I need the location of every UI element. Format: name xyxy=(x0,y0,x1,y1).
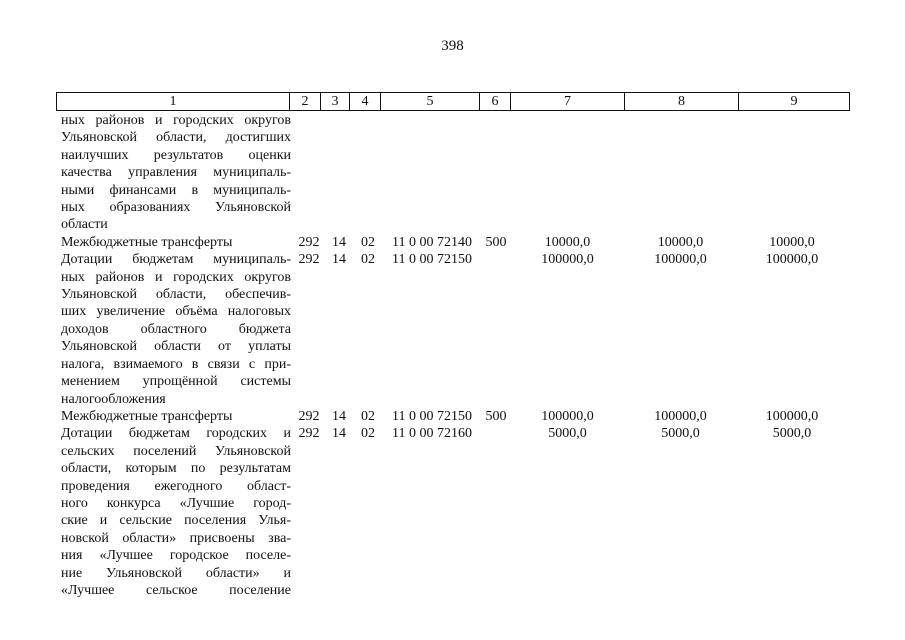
cell-col-3: 14 xyxy=(332,252,346,268)
cell-col-7: 100000,0 xyxy=(541,408,594,424)
cell-col-7 xyxy=(511,112,624,234)
description-line: «Лучшее сельское поселение xyxy=(61,582,291,598)
cell-col-4: 02 xyxy=(361,408,375,424)
cell-col-7: 5000,0 xyxy=(548,426,587,442)
cell-col-9: 10000,0 xyxy=(769,234,815,250)
description-line: менением упрощённой системы xyxy=(61,374,291,390)
description-line: Межбюджетные трансферты xyxy=(61,234,233,250)
description-line: ных районов и городских округов xyxy=(61,113,291,128)
cell-col-3 xyxy=(325,112,353,234)
column-header-6: 6 xyxy=(480,93,511,111)
cell-col-4: 02 xyxy=(361,252,375,268)
description-line: Дотации бюджетам городских и xyxy=(61,426,291,442)
cell-col-8: 10000,0 xyxy=(657,234,704,250)
row-description xyxy=(61,425,291,599)
row-description xyxy=(61,251,291,408)
cell-col-4 xyxy=(353,112,383,234)
column-header-3: 3 xyxy=(321,93,350,111)
column-header-2: 2 xyxy=(290,93,321,111)
cell-col-4: 02 xyxy=(361,426,375,442)
row-description xyxy=(61,234,291,251)
description-line: ных образованиях Ульяновской xyxy=(61,200,291,216)
cell-col-9 xyxy=(737,112,847,234)
cell-col-8: 100000,0 xyxy=(654,252,707,268)
column-header-1: 1 xyxy=(57,93,290,111)
column-header-9: 9 xyxy=(739,93,850,111)
cell-col-5: 11 0 00 72140 xyxy=(392,234,472,250)
description-line: проведения ежегодного област- xyxy=(61,478,291,494)
description-line: налога, взимаемого в связи с при- xyxy=(61,356,291,372)
cell-col-5: 11 0 00 72150 xyxy=(392,252,472,268)
description-line: области xyxy=(61,217,108,233)
cell-col-8: 100000,0 xyxy=(654,408,707,424)
cell-col-3: 14 xyxy=(332,426,346,442)
description-line: ние Ульяновской области» и xyxy=(61,565,291,581)
column-header-table xyxy=(56,92,850,111)
table-body xyxy=(56,112,872,599)
cell-col-6 xyxy=(481,112,511,234)
cell-col-7: 100000,0 xyxy=(541,252,594,268)
cell-col-9: 100000,0 xyxy=(765,252,819,268)
column-header-row xyxy=(57,93,850,111)
cell-col-6: 500 xyxy=(485,408,507,424)
description-line: Дотации бюджетам муниципаль- xyxy=(61,252,291,268)
column-header-8: 8 xyxy=(625,93,739,111)
description-line: ных районов и городских округов xyxy=(61,269,291,285)
description-line: ного конкурса «Лучшие город- xyxy=(61,495,291,511)
cell-col-3: 14 xyxy=(332,234,346,250)
cell-col-7: 10000,0 xyxy=(544,234,591,250)
cell-col-4: 02 xyxy=(361,234,375,250)
cell-col-8: 5000,0 xyxy=(661,426,700,442)
description-line: сельских поселений Ульяновской xyxy=(61,443,291,459)
cell-col-9: 5000,0 xyxy=(772,426,812,442)
description-line: качества управления муниципаль- xyxy=(61,165,291,181)
row-description xyxy=(61,112,291,234)
cell-col-6 xyxy=(481,251,511,408)
cell-col-8 xyxy=(624,112,737,234)
description-line: ские и сельские поселения Улья- xyxy=(61,513,291,529)
page-number: 398 xyxy=(441,38,464,54)
description-line: доходов областного бюджета xyxy=(61,321,291,337)
description-line: Ульяновской области от уплаты xyxy=(61,339,291,355)
column-header-5: 5 xyxy=(381,93,480,111)
cell-col-5: 11 0 00 72150 xyxy=(392,408,472,424)
description-line: наилучших результатов оценки xyxy=(61,147,291,163)
description-line: области, которым по результатам xyxy=(61,461,291,477)
description-line: Межбюджетные трансферты xyxy=(61,408,233,424)
cell-col-2: 292 xyxy=(298,426,320,442)
description-line: Ульяновской области, обеспечив- xyxy=(61,287,291,303)
table-row xyxy=(56,251,872,408)
row-description xyxy=(61,408,291,425)
description-line: ными финансами в муниципаль- xyxy=(61,182,291,198)
cell-col-5 xyxy=(383,112,481,234)
column-header-4: 4 xyxy=(350,93,381,111)
description-line: ших увеличение объёма налоговых xyxy=(61,304,291,320)
description-line: новской области» присвоены зва- xyxy=(61,530,291,546)
cell-col-2: 292 xyxy=(298,408,320,424)
cell-col-6: 500 xyxy=(485,234,507,250)
table-row xyxy=(56,408,872,425)
cell-col-2: 292 xyxy=(298,234,320,250)
description-line: ния «Лучшее городское поселе- xyxy=(61,548,291,564)
cell-col-2: 292 xyxy=(298,252,320,268)
cell-col-9: 100000,0 xyxy=(765,408,819,424)
column-header-7: 7 xyxy=(511,93,625,111)
cell-col-6 xyxy=(481,425,511,599)
description-line: Ульяновской области, достигших xyxy=(61,130,291,146)
cell-col-2 xyxy=(293,112,325,234)
table-row xyxy=(56,234,872,251)
table-row xyxy=(56,425,872,599)
description-line: налогообложения xyxy=(61,391,166,407)
table-row xyxy=(56,112,872,234)
cell-col-5: 11 0 00 72160 xyxy=(392,426,472,442)
cell-col-3: 14 xyxy=(332,408,346,424)
